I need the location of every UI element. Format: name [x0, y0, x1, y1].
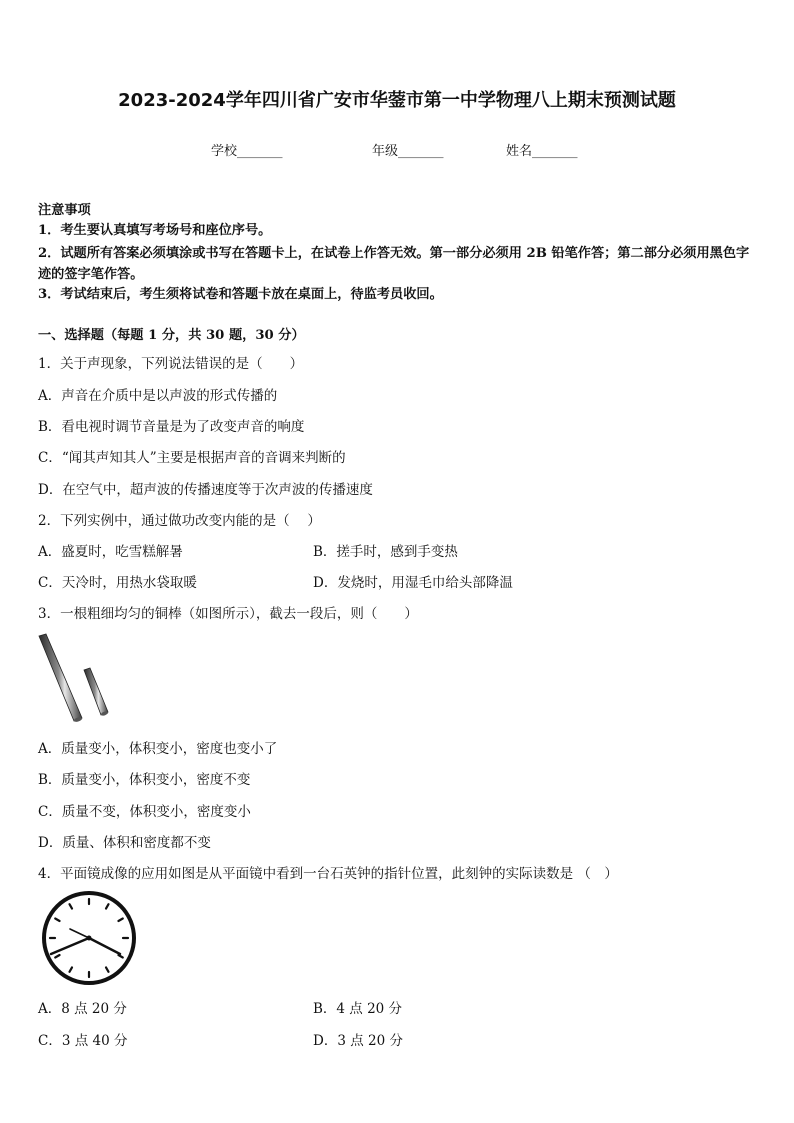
- question-3-stem: 3．一根粗细均匀的铜棒（如图所示），截去一段后，则（ ）: [38, 606, 418, 622]
- q4-option-d: D．3 点 20 分: [313, 1033, 403, 1049]
- q1-option-d: D．在空气中，超声波的传播速度等于次声波的传播速度: [38, 482, 373, 498]
- q1-option-a: A．声音在介质中是以声波的形式传播的: [38, 388, 278, 404]
- q1-option-b: B．看电视时调节音量是为了改变声音的响度: [38, 419, 305, 435]
- q2-option-a: A．盛夏时，吃雪糕解暑: [38, 544, 183, 560]
- q2-option-c: C．天冷时，用热水袋取暖: [38, 575, 197, 591]
- q4-option-a: A．8 点 20 分: [38, 1001, 127, 1017]
- q2-option-d: D．发烧时，用湿毛巾给头部降温: [313, 575, 513, 591]
- q1-option-c: C．“闻其声知其人”主要是根据声音的音调来判断的: [38, 450, 346, 466]
- name-field: 姓名_______: [506, 144, 578, 159]
- q4-option-c: C．3 点 40 分: [38, 1033, 128, 1049]
- mirror-clock-figure: [40, 889, 138, 987]
- q3-option-d: D．质量、体积和密度都不变: [38, 835, 211, 851]
- notice-item-2: 2．试题所有答案必须填涂或书写在答题卡上，在试卷上作答无效。第一部分必须用 2B 铅笔作答；第二部分必须用黑色字迹的签字笔作答。: [38, 246, 750, 282]
- grade-field: 年级_______: [372, 144, 444, 159]
- notice-item-1: 1．考生要认真填写考场号和座位序号。: [38, 223, 272, 238]
- long-rod: [39, 634, 83, 723]
- q3-option-c: C．质量不变，体积变小，密度变小: [38, 804, 251, 820]
- clock-center: [87, 936, 92, 941]
- notice-item-3: 3．考试结束后，考生须将试卷和答题卡放在桌面上，待监考员收回。: [38, 287, 443, 302]
- question-4-stem: 4．平面镜成像的应用如图是从平面镜中看到一台石英钟的指针位置，此刻钟的实际读数是 （ ）: [38, 866, 618, 882]
- page-title: 2023-2024学年四川省广安市华蓥市第一中学物理八上期末预测试题: [118, 90, 676, 111]
- copper-rod-figure: [36, 632, 116, 724]
- q2-option-b: B．搓手时，感到手变热: [313, 544, 458, 560]
- q3-option-a: A．质量变小，体积变小，密度也变小了: [38, 741, 278, 757]
- notice-heading: 注意事项: [38, 203, 91, 218]
- q4-option-b: B．4 点 20 分: [313, 1001, 403, 1017]
- question-1-stem: 1．关于声现象，下列说法错误的是（ ）: [38, 356, 304, 372]
- short-rod: [84, 668, 109, 716]
- section-heading: 一、选择题（每题 1 分，共 30 题，30 分）: [38, 328, 305, 343]
- question-2-stem: 2．下列实例中，通过做功改变内能的是（ ）: [38, 513, 321, 529]
- q3-option-b: B．质量变小，体积变小，密度不变: [38, 772, 251, 788]
- school-field: 学校_______: [211, 144, 283, 159]
